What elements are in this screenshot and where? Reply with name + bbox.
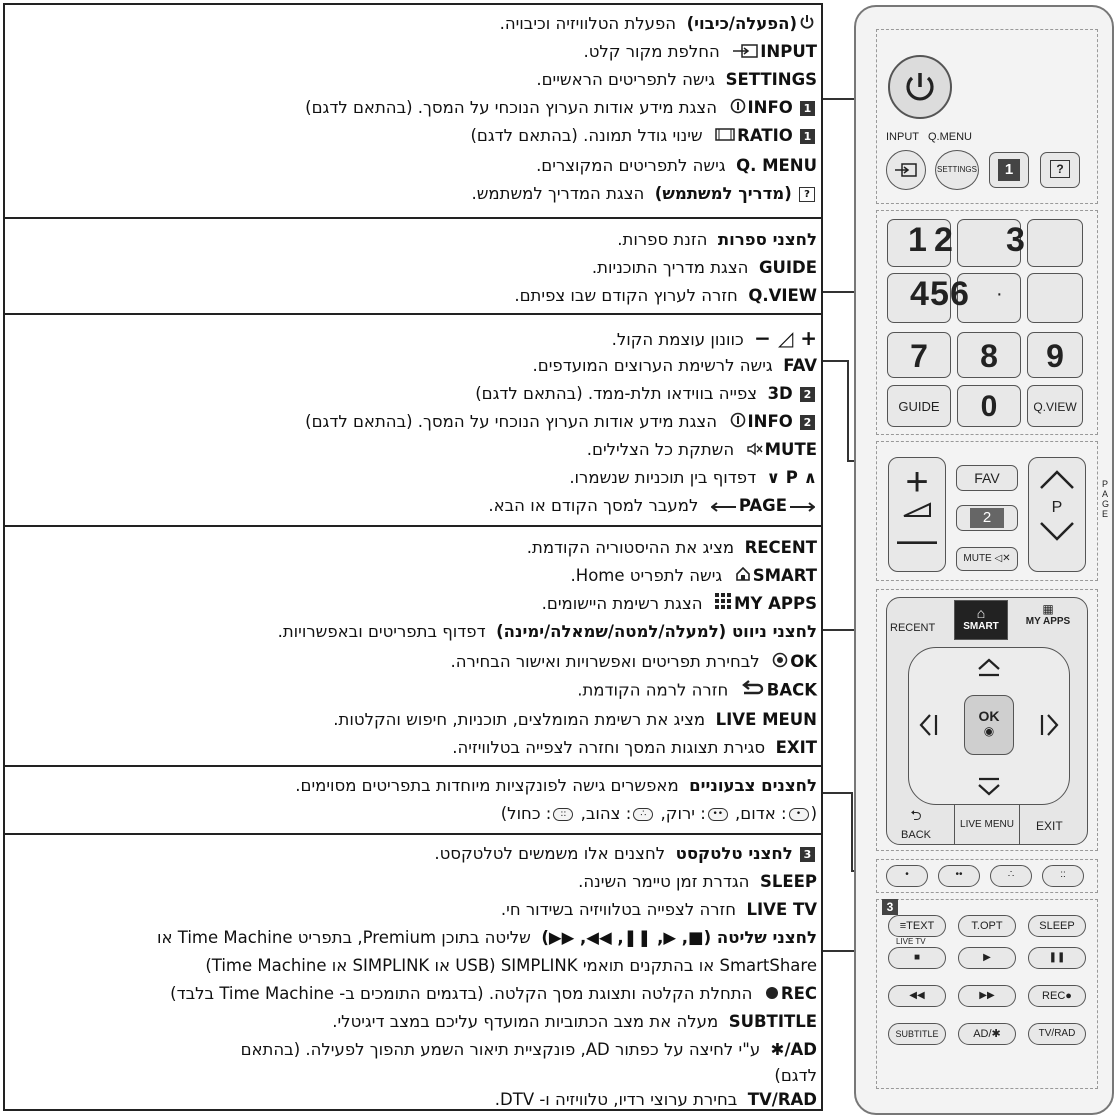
channel-label: P (1051, 499, 1063, 516)
line-mute: MUTE השתקת כל הצלילים. (587, 439, 817, 462)
subtitle-button[interactable]: SUBTITLE (888, 1023, 946, 1045)
settings-button[interactable]: SETTINGS (935, 150, 979, 190)
info-icon (730, 412, 746, 434)
number-key-8[interactable]: 8 (957, 332, 1021, 378)
connector-line (823, 792, 853, 794)
text-button[interactable]: ≡TEXT (888, 915, 946, 937)
dot-label: · (996, 283, 1003, 305)
power-icon (799, 14, 815, 36)
3d-info-button[interactable] (956, 505, 1018, 531)
badge-2: 2 (970, 508, 1004, 528)
nav-right-icon[interactable] (1040, 713, 1060, 737)
badge-3: 3 (882, 899, 898, 915)
fast-forward-button[interactable]: ▶▶ (958, 985, 1016, 1007)
line-p: ∧ P ∨ דפדוף בין תוכניות שנשמרו. (569, 468, 817, 487)
line-sleep: SLEEP הגדרת זמן טיימר השינה. (578, 872, 817, 891)
guide-button[interactable]: GUIDE (887, 385, 951, 427)
input-label: INPUT (886, 131, 919, 143)
connector-line (851, 792, 853, 872)
digit-5-label: 5 (930, 275, 949, 313)
number-key-9[interactable]: 9 (1027, 332, 1083, 378)
section-smart (5, 527, 821, 767)
stop-button[interactable]: ■ (888, 947, 946, 969)
line-teletext: 3 לחצני טלטקסט לחצנים אלו משמשים לטלטקסט. (434, 843, 817, 865)
back-button[interactable]: ⮌ BACK (896, 805, 936, 841)
smart-button[interactable]: ⌂ SMART (954, 600, 1008, 640)
section-numbers (5, 219, 821, 315)
nav-down-icon[interactable] (976, 777, 1002, 797)
line-ad: AD/✱ ע"י לחיצה על כפתור AD, פונקציית תיאור השמע תהפוך לפעילה. (בהתאם (240, 1040, 817, 1059)
home-icon (735, 566, 751, 588)
line-control-keys: לחצני שליטה (■, ▶, ❚❚, ◀◀, ▶▶) שליטה בתוכן Premium, בתפריט Time Machine או (157, 928, 817, 947)
mute-icon (747, 440, 763, 462)
number-key-3[interactable] (1027, 219, 1083, 267)
connector-line (823, 360, 849, 362)
line-settings: SETTINGS גישה לתפריטים הראשיים. (536, 70, 817, 89)
topt-button[interactable]: T.OPT (958, 915, 1016, 937)
input-icon (732, 42, 758, 64)
line-recent: RECENT מציג את ההיסטוריה הקודמת. (526, 538, 817, 557)
pause-button[interactable]: ❚❚ (1028, 947, 1086, 969)
number-key-0[interactable]: 0 (957, 385, 1021, 427)
user-guide-icon: ? (799, 187, 815, 202)
line-ad-cont: לדגם) (774, 1066, 817, 1085)
rec-icon (765, 984, 779, 1006)
ratio-icon (715, 126, 735, 148)
back-icon: ⮌ (910, 807, 922, 823)
line-volume: + ◿ − כוונון עוצמת הקול. (611, 326, 817, 350)
volume-rocker[interactable] (888, 457, 946, 572)
input-button[interactable] (886, 150, 926, 190)
page-arrow-icon (789, 496, 815, 518)
line-power: (הפעלה/כיבוי) הפעלת הטלוויזיה וכיבויה. (500, 13, 817, 36)
line-exit: EXIT סגירת תצוגות המסך וחזרה לצפייה בטלוויזיה. (452, 738, 817, 757)
mute-button[interactable]: MUTE ◁✕ (956, 547, 1018, 571)
info-button-1[interactable] (989, 152, 1029, 188)
line-ok: OK לבחירת תפריטים ואפשרויות ואישור הבחירה. (450, 651, 817, 674)
line-livetv: LIVE TV חזרה לצפייה בטלוויזיה בשידור חי. (500, 900, 817, 919)
live-menu-button[interactable]: LIVE MENU (954, 805, 1020, 845)
line-page: PAGE למעבר למסך הקודם או הבא. (488, 495, 817, 518)
line-rec: REC התחלת הקלטה ותצוגת מסך הקלטה. (בדגמים התומכים ב- Time Machine בלבד) (170, 983, 817, 1006)
digit-3-label: 3 (1006, 221, 1025, 259)
line-tvrad: TV/RAD בחירת ערוצי רדיו, טלוויזיה ו- DTV. (494, 1090, 817, 1109)
apps-grid-icon: ▦ (1042, 602, 1054, 616)
recent-button[interactable]: RECENT (890, 622, 936, 634)
digit-6-label: 6 (950, 275, 969, 313)
line-fav: FAV גישה לרשימת הערוצים המועדפים. (532, 356, 817, 375)
red-button-icon: • (789, 808, 809, 821)
volume-down-icon: — (897, 518, 937, 562)
apps-grid-icon (715, 593, 732, 616)
volume-icon (902, 502, 932, 518)
line-control-keys-cont: SmartShare או בהתקנים תואמי SIMPLINK (USB או SIMPLINK או Time Machine) (205, 956, 817, 975)
power-icon (900, 67, 940, 107)
page-arrow-icon (711, 496, 737, 518)
line-input: INPUT החלפת מקור קלט. (583, 41, 817, 64)
yellow-button-icon: ∴ (633, 808, 653, 821)
number-key-6[interactable] (1027, 273, 1083, 323)
line-color-buttons: לחצנים צבעוניים מאפשרים גישה לפונקציות מיוחדות בתפריטים מסוימים. (295, 776, 817, 795)
line-color-legend: (•: אדום, ••: ירוק, ∴: צהוב, ::: כחול) (500, 804, 817, 823)
home-icon: ⌂ (976, 605, 986, 621)
line-livemenu: LIVE MEUN מציג את רשימת המומלצים, תוכניות, חיפוש והקלטות. (333, 710, 817, 729)
line-3d: 2 3D צפייה בווידאו תלת-ממד. (בהתאם לדגם) (475, 383, 817, 405)
line-ratio: 1 RATIO שינוי גודל תמונה. (בהתאם לדגם) (470, 125, 817, 148)
ok-icon: ◉ (983, 724, 995, 738)
digit-1-label: 1 (908, 221, 927, 259)
line-back: BACK חזרה לרמה הקודמת. (577, 679, 817, 703)
rewind-button[interactable]: ◀◀ (888, 985, 946, 1007)
section-power-input (5, 5, 821, 219)
live-tv-label: LIVE TV (896, 937, 926, 946)
fav-button[interactable]: FAV (956, 465, 1018, 491)
ad-button[interactable]: AD/✱ (958, 1023, 1016, 1045)
line-user-guide: ? (מדריך למשתמש) הצגת המדריך למשתמש. (471, 183, 817, 205)
back-icon (741, 679, 765, 703)
section-color-buttons (5, 767, 821, 835)
number-key-7[interactable]: 7 (887, 332, 951, 378)
qview-button[interactable]: Q.VIEW (1027, 385, 1083, 427)
blue-button-icon: :: (553, 808, 573, 821)
line-qmenu: Q. MENU גישה לתפריטים המקוצרים. (536, 156, 817, 175)
play-button[interactable]: ▶ (958, 947, 1016, 969)
ok-button[interactable]: OK ◉ (964, 695, 1014, 755)
volume-up-icon: + (905, 460, 929, 504)
page-label: PAGE (1102, 479, 1110, 519)
nav-up-icon[interactable] (976, 657, 1002, 677)
line-nav: לחצני ניווט (למעלה/למטה/שמאלה/ימינה) דפדוף בתפריטים ובאפשרויות. (277, 622, 817, 641)
line-myapps: MY APPS הצגת רשימת היישומים. (542, 593, 817, 616)
line-smart: SMART גישה לתפריט Home. (571, 565, 817, 588)
input-icon (894, 162, 918, 178)
remote-control (854, 5, 1114, 1115)
user-guide-icon: ? (1050, 160, 1070, 178)
feature-table (3, 3, 823, 1111)
chevron-down-icon (1037, 521, 1077, 543)
yellow-button[interactable]: ∴ (990, 865, 1032, 887)
tvrad-button[interactable]: TV/RAD (1028, 1023, 1086, 1045)
digit-4-label: 4 (910, 275, 929, 313)
red-button[interactable]: • (886, 865, 928, 887)
green-button-icon: •• (708, 808, 728, 821)
line-guide: GUIDE הצגת מדריך התוכניות. (591, 258, 817, 277)
digit-2-label: 2 (934, 221, 953, 259)
chevron-up-icon (1037, 468, 1077, 490)
user-guide-button[interactable] (1040, 152, 1080, 188)
power-button[interactable] (888, 55, 952, 119)
info-icon (730, 98, 746, 120)
sleep-button[interactable]: SLEEP (1028, 915, 1086, 937)
green-button[interactable]: •• (938, 865, 980, 887)
section-teletext (5, 835, 821, 1111)
line-qview: Q.VIEW חזרה לערוץ הקודם שבו צפיתם. (514, 286, 817, 305)
qmenu-label: Q.MENU (928, 131, 972, 143)
line-number-keys: לחצני ספרות הזנת ספרות. (617, 230, 817, 249)
connector-line (847, 360, 849, 462)
badge-1: 1 (998, 159, 1020, 181)
channel-rocker[interactable] (1028, 457, 1086, 572)
ok-icon (772, 652, 788, 674)
line-subtitle: SUBTITLE מעלה את מצב הכתוביות המועדף עליכם במצב דיגיטלי. (332, 1012, 817, 1031)
myapps-button[interactable]: ▦ MY APPS (1014, 602, 1082, 638)
exit-button[interactable]: EXIT (1036, 819, 1063, 833)
rec-button[interactable]: REC● (1028, 985, 1086, 1007)
nav-left-icon[interactable] (918, 713, 938, 737)
line-info-1: 1 INFO הצגת מידע אודות הערוץ הנוכחי על המסך. (בהתאם לדגם) (305, 97, 817, 120)
blue-button[interactable]: :: (1042, 865, 1084, 887)
line-info-2: 2 INFO הצגת מידע אודות הערוץ הנוכחי על המסך. (בהתאם לדגם) (305, 411, 817, 434)
section-volume (5, 315, 821, 527)
